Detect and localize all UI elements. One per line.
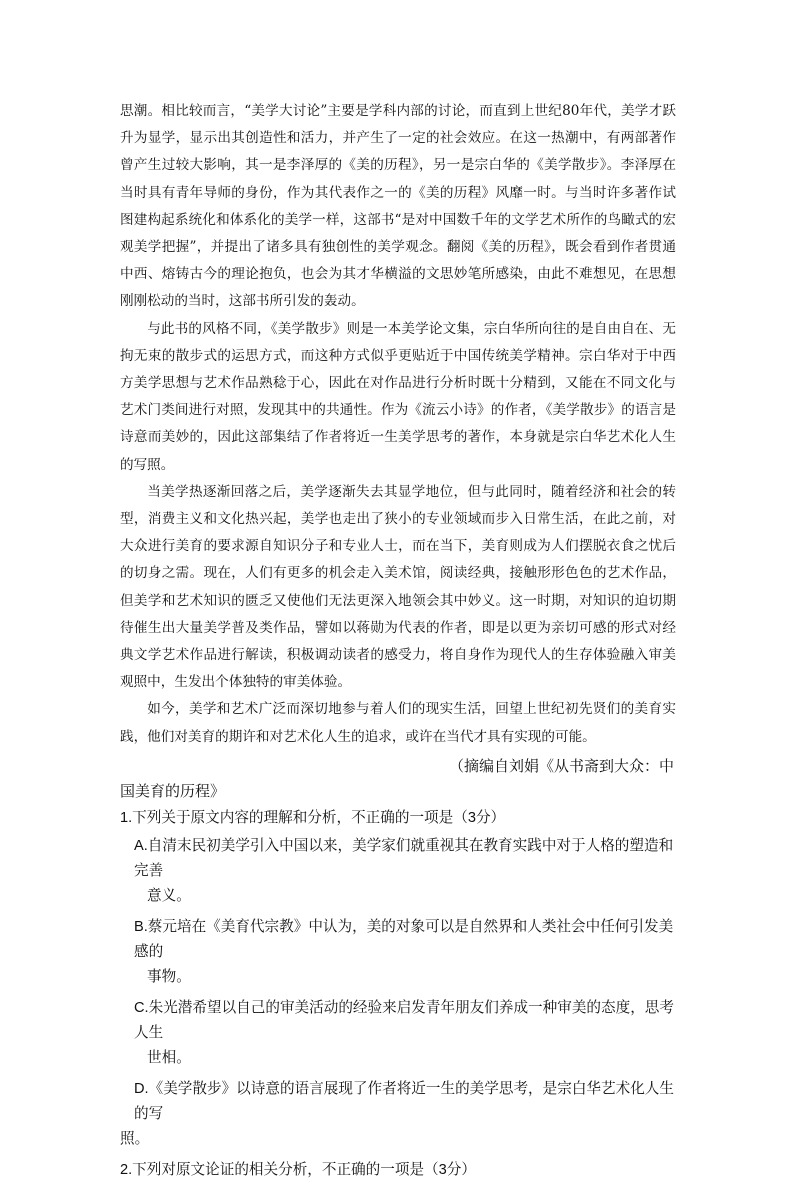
option-d-line1: D.《美学散步》以诗意的语言展现了作者将近一生的美学思考，是宗白华艺术化人生的写 — [134, 1080, 674, 1122]
question-1-stem: 1.下列关于原文内容的理解和分析，不正确的一项是（3分） — [120, 809, 506, 826]
article-source-line2: 国美育的历程》 — [120, 783, 226, 800]
question-1-option-c — [120, 996, 676, 1071]
article-source-line1: （摘编自刘娟《从书斋到大众：中 — [448, 758, 674, 775]
option-b-line1: B.蔡元培在《美育代宗教》中认为，美的对象可以是自然界和人类社会中任何引发美感的 — [134, 918, 674, 960]
option-c-line2: 世相。 — [147, 1049, 191, 1066]
option-a-line1: A.自清末民初美学引入中国以来，美学家们就重视其在教育实践中对于人格的塑造和完善 — [134, 837, 674, 879]
question-2-stem: 2.下列对原文论证的相关分析，不正确的一项是（3分） — [120, 1161, 476, 1178]
question-1-option-a — [120, 834, 676, 909]
article-body — [120, 98, 676, 751]
question-1-option-d — [120, 1077, 676, 1152]
article-paragraph-1: 思潮。相比较而言，“美学大讨论”主要是学科内部的讨论，而直到上世纪80年代，美学才跃升为显学，显示出其创造性和活力，并产生了一定的社会效应。在这一热潮中，有两部著作曾产生过较大影响，其一是李泽厚的《美的历程》，另一是宗白华的《美学散步》。李泽厚在当时具有青年导师的身份，作为其代表作之一的《美的历程》风靡一时。与当时许多著作试图建构起系统化和体系化的美学一样，这部书“是对中国数千年的文学艺术所作的鸟瞰式的宏观美学把握”，并提出了诸多具有独创性的美学观念。翻阅《美的历程》，既会看到作者贯通中西、熔铸古今的理论抱负，也会为其才华横溢的文思妙笔所感染，由此不难想见，在思想刚刚松动的当时，这部书所引发的轰动。 — [120, 103, 676, 310]
page-content — [120, 98, 676, 1186]
option-c-line1: C.朱光潜希望以自己的审美活动的经验来启发青年朋友们养成一种审美的态度，思考人生 — [134, 999, 674, 1041]
option-b-line2: 事物。 — [147, 968, 191, 985]
question-1-option-b — [120, 915, 676, 990]
article-paragraph-2: 与此书的风格不同，《美学散步》则是一本美学论文集，宗白华所向往的是自由自在、无拘无束的散步式的运思方式，而这种方式似乎更贴近于中国传统美学精神。宗白华对于中西方美学思想与艺术作品熟稔于心，因此在对作品进行分析时既十分精到，又能在不同文化与艺术门类间进行对照，发现其中的共通性。作为《流云小诗》的作者，《美学散步》的语言是诗意而美妙的，因此这部集结了作者将近一生美学思考的著作，本身就是宗白华艺术化人生的写照。 — [120, 320, 676, 473]
article-paragraph-3: 当美学热逐渐回落之后，美学逐渐失去其显学地位，但与此同时，随着经济和社会的转型，消费主义和文化热兴起，美学也走出了狭小的专业领域而步入日常生活，在此之前，对大众进行美育的要求源自知识分子和专业人士，而在当下，美育则成为人们摆脱衣食之忧后的切身之需。现在，人们有更多的机会走入美术馆，阅读经典，接触形形色色的艺术作品，但美学和艺术知识的匮乏又使他们无法更深入地领会其中妙义。这一时期，对知识的迫切期待催生出大量美学普及类作品，譬如以蒋勋为代表的作者，即是以更为亲切可感的形式对经典文学艺术作品进行解读，积极调动读者的感受力，将自身作为现代人的生存体验融入审美观照中，生发出个体独特的审美体验。 — [120, 483, 676, 691]
option-d-line2: 照。 — [120, 1130, 150, 1147]
option-a-line2: 意义。 — [147, 887, 191, 904]
article-paragraph-4: 如今，美学和艺术广泛而深切地参与着人们的现实生活，回望上世纪初先贤们的美育实践，他们对美育的期许和对艺术化人生的追求，或许在当代才具有实现的可能。 — [120, 701, 676, 745]
